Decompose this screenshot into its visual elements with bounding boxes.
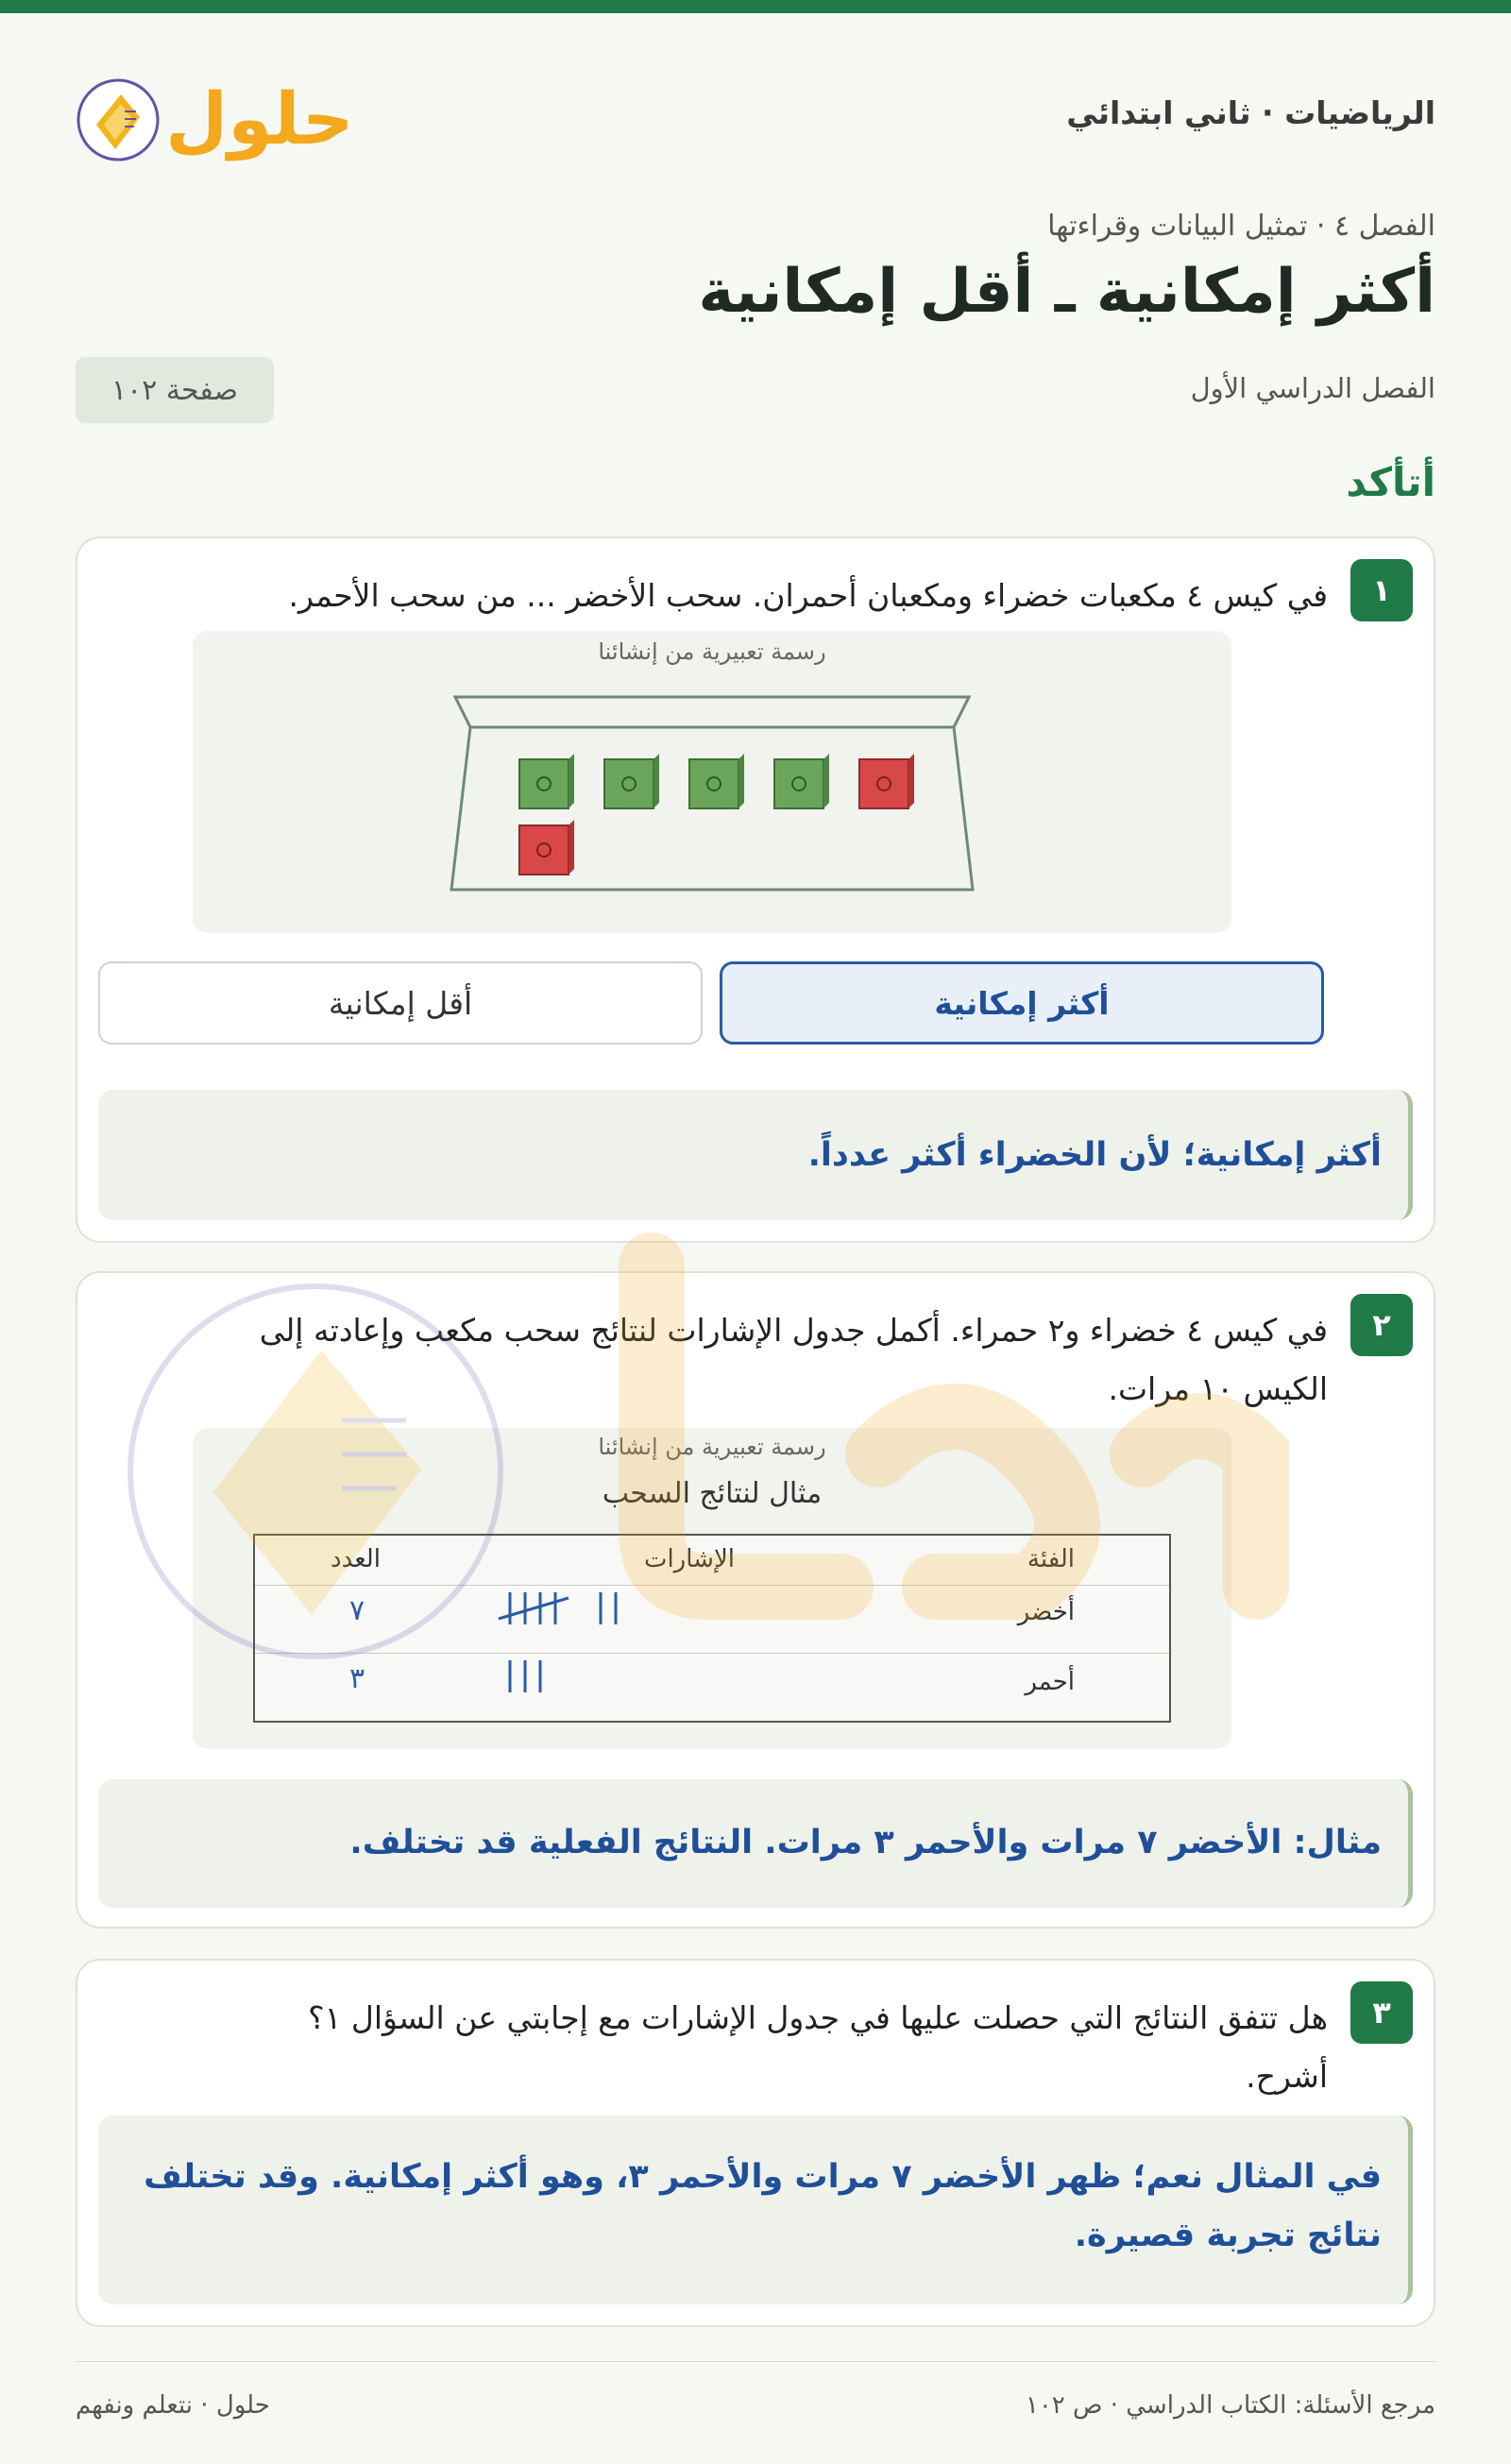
tally-marks-red [497,1653,648,1700]
question-number: ١ [1350,559,1413,621]
row-green-count: ٧ [349,1594,365,1627]
footer-source: مرجع الأسئلة: الكتاب الدراسي · ص ١٠٢ [1025,2391,1435,2420]
question-card-2 [76,1271,1435,1929]
illustration-caption: رسمة تعبيرية من إنشائنا [598,1434,826,1460]
page-badge: صفحة ١٠٢ [76,357,274,423]
chapter-label: الفصل ٤ · تمثيل البيانات وقراءتها [1047,210,1435,243]
row-red-count: ٣ [349,1662,365,1695]
row-green-category: أخضر [1017,1598,1075,1626]
footer-brand: حلول · نتعلم ونفهم [76,2391,270,2420]
answer-box [98,1779,1413,1908]
question-text-line-2: الكيس ١٠ مرات. [1108,1370,1328,1407]
header-tally: الإشارات [643,1545,735,1573]
page-header [76,59,1435,181]
logo-wordmark: حلول [165,76,354,161]
footer-divider [76,2361,1435,2362]
top-accent-bar [0,0,1511,13]
row-red-category: أحمر [1025,1668,1075,1696]
tally-illustration [193,1428,1231,1749]
question-text: في كيس ٤ مكعبات خضراء ومكعبان أحمران. سحب الأخضر ... من سحب الأحمر. [288,577,1328,614]
answer-text-line-2: نتائج تجربة قصيرة. [1074,2217,1382,2254]
subject-label: الرياضيات · ثاني ابتدائي [1066,94,1435,131]
answer-text: أكثر إمكانية؛ لأن الخضراء أكثر عدداً. [807,1136,1382,1174]
section-title: أتأكد [1346,459,1435,505]
row-divider [255,1653,1169,1654]
question-text-line-1: هل تتفق النتائج التي حصلت عليها في جدول الإشارات مع إجابتي عن السؤال ١؟ [308,1999,1328,2036]
row-divider [255,1585,1169,1586]
question-text-line-2: أشرح. [1246,2058,1328,2095]
hulul-logo[interactable] [76,59,359,181]
question-number: ٣ [1350,1981,1413,2044]
question-text-line-1: في كيس ٤ خضراء و٢ حمراء. أكمل جدول الإشارات لنتائج سحب مكعب وإعادته إلى [259,1312,1328,1349]
header-count: العدد [331,1545,381,1573]
bag-with-cubes-image [193,631,1231,933]
question-card-3 [76,1959,1435,2327]
cube-green-3 [689,754,744,808]
tally-table-title: مثال لنتائج السحب [602,1477,823,1510]
option-more-likely[interactable]: أكثر إمكانية [720,961,1324,1045]
lesson-title: أكثر إمكانية ـ أقل إمكانية [698,257,1435,327]
cube-green-4 [774,754,829,808]
cube-red-2 [519,820,574,875]
answer-box [98,1090,1413,1220]
answer-box [98,2116,1413,2304]
term-label: الفصل الدراسي الأول [1190,372,1435,404]
question-number: ٢ [1350,1294,1413,1356]
header-category: الفئة [1027,1545,1075,1573]
cube-green-1 [519,754,574,808]
option-less-likely[interactable]: أقل إمكانية [98,961,703,1045]
tally-table [253,1534,1171,1723]
bag-illustration [193,631,1231,933]
answer-text: مثال: الأخضر ٧ مرات والأحمر ٣ مرات. النتائج الفعلية قد تختلف. [349,1824,1382,1861]
answer-text-line-1: في المثال نعم؛ ظهر الأخضر ٧ مرات والأحمر ٣، وهو أكثر إمكانية. وقد تختلف [144,2158,1382,2196]
cube-green-2 [604,754,659,808]
cube-red-1 [859,754,914,808]
question-card-1 [76,536,1435,1243]
tally-marks-green [497,1585,648,1632]
illustration-caption: رسمة تعبيرية من إنشائنا [598,638,826,665]
